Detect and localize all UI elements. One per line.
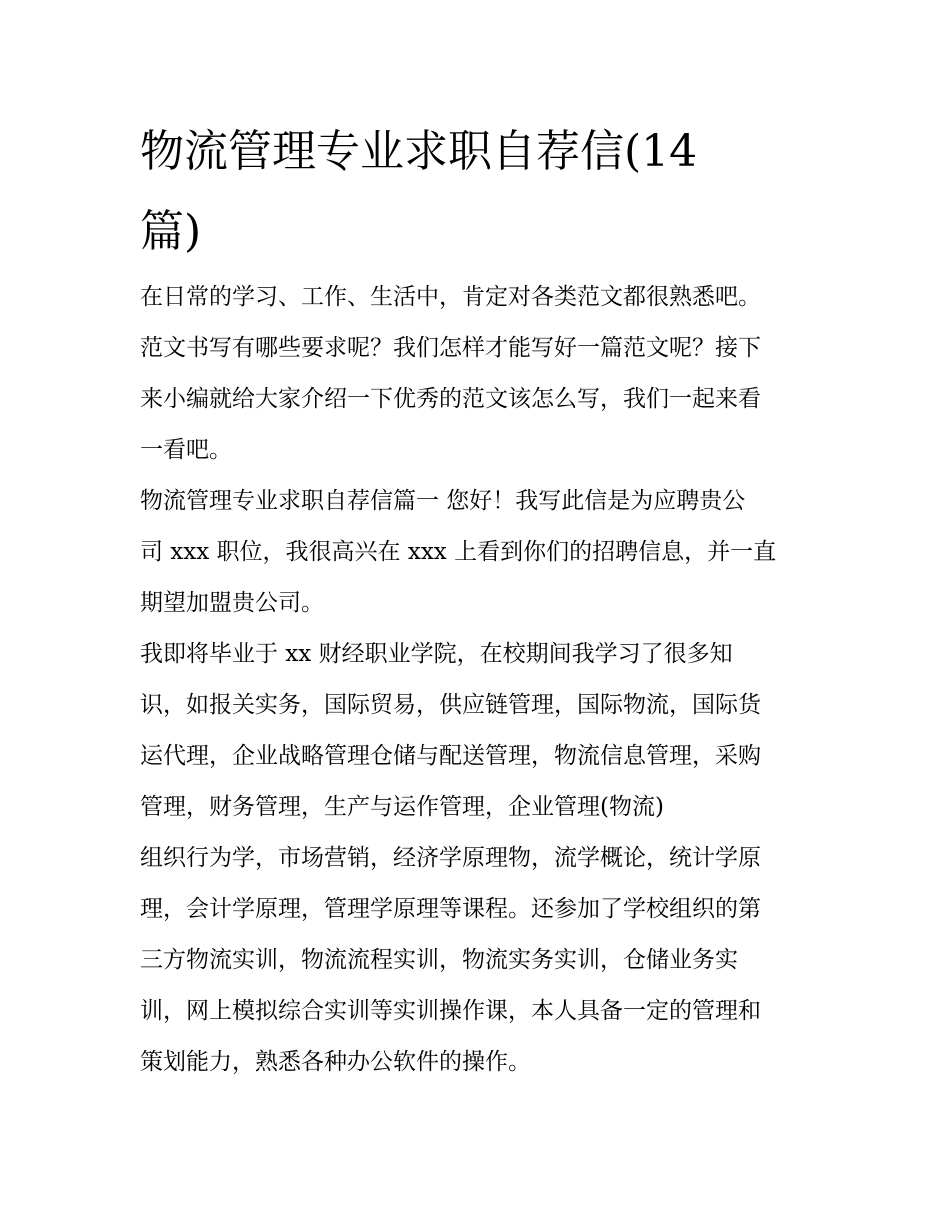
text-line: 物流管理专业求职自荐信篇一 您好！我写此信是为应聘贵公 (140, 488, 746, 514)
text-line: 策划能力，熟悉各种办公软件的操作。 (140, 1049, 531, 1075)
text-line: 识，如报关实务，国际贸易，供应链管理，国际物流，国际货 (140, 692, 761, 718)
title-line-2: 篇) (140, 206, 202, 257)
text-line: 在日常的学习、工作、生活中，肯定对各类范文都很熟悉吧。 (140, 284, 761, 310)
text-line: 一看吧。 (140, 437, 232, 463)
text-line: 期望加盟贵公司。 (140, 590, 324, 616)
text-line: 管理，财务管理，生产与运作管理，企业管理(物流) (140, 794, 664, 820)
body-text (140, 272, 820, 1088)
title-line-1: 物流管理专业求职自荐信(14 (140, 126, 698, 177)
text-line: 司 xxx 职位，我很高兴在 xxx 上看到你们的招聘信息，并一直 (140, 539, 777, 565)
text-line: 来小编就给大家介绍一下优秀的范文该怎么写，我们一起来看 (140, 386, 761, 412)
text-line: 我即将毕业于 xx 财经职业学院，在校期间我学习了很多知 (140, 641, 733, 667)
text-line: 三方物流实训，物流流程实训，物流实务实训，仓储业务实 (140, 947, 738, 973)
text-line: 理，会计学原理，管理学原理等课程。还参加了学校组织的第 (140, 896, 761, 922)
text-line: 范文书写有哪些要求呢？我们怎样才能写好一篇范文呢？接下 (140, 335, 761, 361)
page-title (140, 112, 780, 272)
text-line: 组织行为学，市场营销，经济学原理物，流学概论，统计学原 (140, 845, 761, 871)
text-line: 运代理，企业战略管理仓储与配送管理，物流信息管理，采购 (140, 743, 761, 769)
text-line: 训，网上模拟综合实训等实训操作课，本人具备一定的管理和 (140, 998, 761, 1024)
